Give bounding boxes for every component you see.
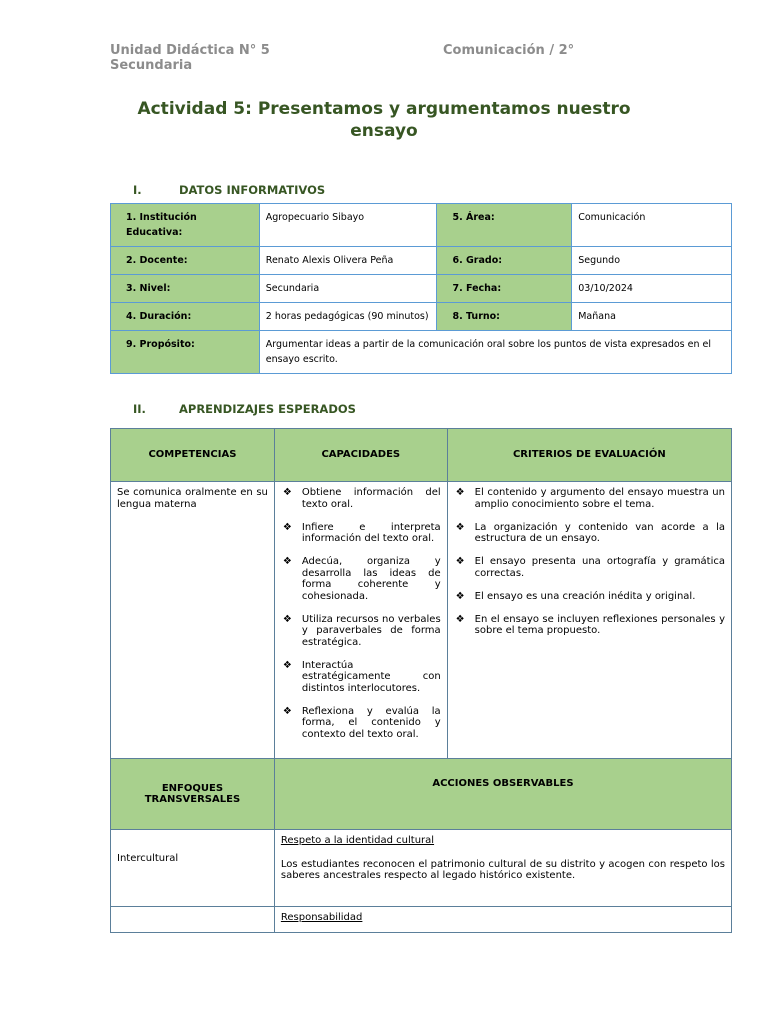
section-label: DATOS INFORMATIVOS	[179, 183, 326, 197]
section-number: II.	[133, 402, 146, 416]
enfoque-name: Intercultural	[111, 830, 275, 907]
capacidad-text: Adecúa, organiza y desarrolla las ideas de forma coherente y cohesionada.	[301, 556, 441, 602]
grado-value: Segundo	[572, 247, 732, 275]
criterios-header: CRITERIOS DE EVALUACIÓN	[447, 429, 731, 482]
page-title: Actividad 5: Presentamos y argumentamos nuestro ensayo	[137, 99, 631, 141]
section-datos-heading	[133, 183, 325, 197]
list-item	[454, 487, 725, 510]
criterio-text: En el ensayo se incluyen reflexiones personales y sobre el tema propuesto.	[474, 613, 725, 636]
bullet-icon: ❖	[282, 521, 292, 533]
capacidad-text: Interactúa estratégicamente con distintos interlocutores.	[301, 659, 441, 694]
criterio-text: El ensayo presenta una ortografía y gramática correctas.	[474, 556, 725, 579]
table-row	[111, 830, 732, 907]
table-row	[111, 275, 732, 303]
competencias-header: COMPETENCIAS	[111, 429, 275, 482]
datos-informativos-table	[110, 203, 732, 374]
duracion-value: 2 horas pedagógicas (90 minutos)	[259, 303, 437, 331]
bullet-icon: ❖	[455, 613, 465, 625]
table-row	[111, 204, 732, 247]
enfoque-name	[111, 907, 275, 933]
bullet-icon: ❖	[455, 521, 465, 533]
header-course: Comunicación / 2°	[443, 43, 575, 58]
table-header-row	[111, 429, 732, 482]
table-row	[111, 331, 732, 374]
capacidad-text: Reflexiona y evalúa la forma, el contenido y contexto del texto oral.	[301, 705, 441, 740]
aprendizajes-table	[110, 428, 732, 933]
bullet-icon: ❖	[282, 705, 292, 717]
criterio-text: El contenido y argumento del ensayo muestra un amplio conocimiento sobre el tema.	[474, 487, 725, 510]
institucion-value: Agropecuario Sibayo	[259, 204, 437, 247]
acciones-header: ACCIONES OBSERVABLES	[274, 759, 731, 830]
criterio-text: La organización y contenido van acorde a la estructura de un ensayo.	[474, 521, 725, 544]
valor-title: Responsabilidad	[280, 912, 363, 923]
list-item	[281, 487, 441, 510]
header-unit: Unidad Didáctica N° 5 Secundaria	[110, 43, 270, 73]
competencia-cell: Se comunica oralmente en su lengua materna	[111, 482, 275, 759]
table-row	[111, 303, 732, 331]
fecha-value: 03/10/2024	[572, 275, 732, 303]
bullet-icon: ❖	[282, 659, 292, 671]
duracion-label: 4. Duración:	[111, 303, 260, 331]
table-row	[111, 482, 732, 759]
institucion-label: 1. Institución Educativa:	[111, 204, 260, 247]
acciones-cell	[274, 830, 731, 907]
capacidades-cell	[274, 482, 447, 759]
proposito-value: Argumentar ideas a partir de la comunicación oral sobre los puntos de vista expresados en el ensayo escrito.	[259, 331, 731, 374]
bullet-icon: ❖	[455, 590, 465, 602]
list-item	[281, 556, 441, 602]
criterio-text: El ensayo es una creación inédita y original.	[474, 590, 696, 602]
section-aprendizajes-heading	[133, 402, 356, 416]
capacidad-text: Infiere e interpreta información del texto oral.	[301, 521, 441, 544]
list-item	[454, 556, 725, 579]
table-row	[111, 247, 732, 275]
table-header-row	[111, 759, 732, 830]
bullet-icon: ❖	[282, 487, 292, 498]
capacidad-text: Obtiene información del texto oral.	[301, 487, 441, 510]
fecha-label: 7. Fecha:	[437, 275, 572, 303]
turno-label: 8. Turno:	[437, 303, 572, 331]
list-item	[454, 614, 725, 637]
section-number: I.	[133, 183, 142, 197]
turno-value: Mañana	[572, 303, 732, 331]
bullet-icon: ❖	[282, 613, 292, 625]
list-item	[281, 522, 441, 545]
section-label: APRENDIZAJES ESPERADOS	[179, 402, 356, 416]
criterios-cell	[447, 482, 731, 759]
table-row	[111, 907, 732, 933]
list-item	[281, 614, 441, 649]
area-value: Comunicación	[572, 204, 732, 247]
docente-value: Renato Alexis Olivera Peña	[259, 247, 437, 275]
valor-title: Respeto a la identidad cultural	[280, 835, 435, 846]
list-item	[454, 591, 725, 603]
capacidades-header: CAPACIDADES	[274, 429, 447, 482]
area-label: 5. Área:	[437, 204, 572, 247]
acciones-cell	[274, 907, 731, 933]
enfoques-header: ENFOQUES TRANSVERSALES	[111, 759, 275, 830]
docente-label: 2. Docente:	[111, 247, 260, 275]
bullet-icon: ❖	[455, 487, 465, 498]
list-item	[454, 522, 725, 545]
list-item	[281, 660, 441, 695]
bullet-icon: ❖	[282, 556, 292, 567]
proposito-label: 9. Propósito:	[111, 331, 260, 374]
grado-label: 6. Grado:	[437, 247, 572, 275]
nivel-value: Secundaria	[259, 275, 437, 303]
capacidad-text: Utiliza recursos no verbales y paraverbales de forma estratégica.	[301, 613, 441, 648]
valor-description: Los estudiantes reconocen el patrimonio cultural de su distrito y acogen con respeto los saberes ancestrales respecto al legado histórico existente.	[280, 858, 725, 881]
bullet-icon: ❖	[455, 556, 465, 567]
list-item	[281, 706, 441, 741]
nivel-label: 3. Nivel:	[111, 275, 260, 303]
